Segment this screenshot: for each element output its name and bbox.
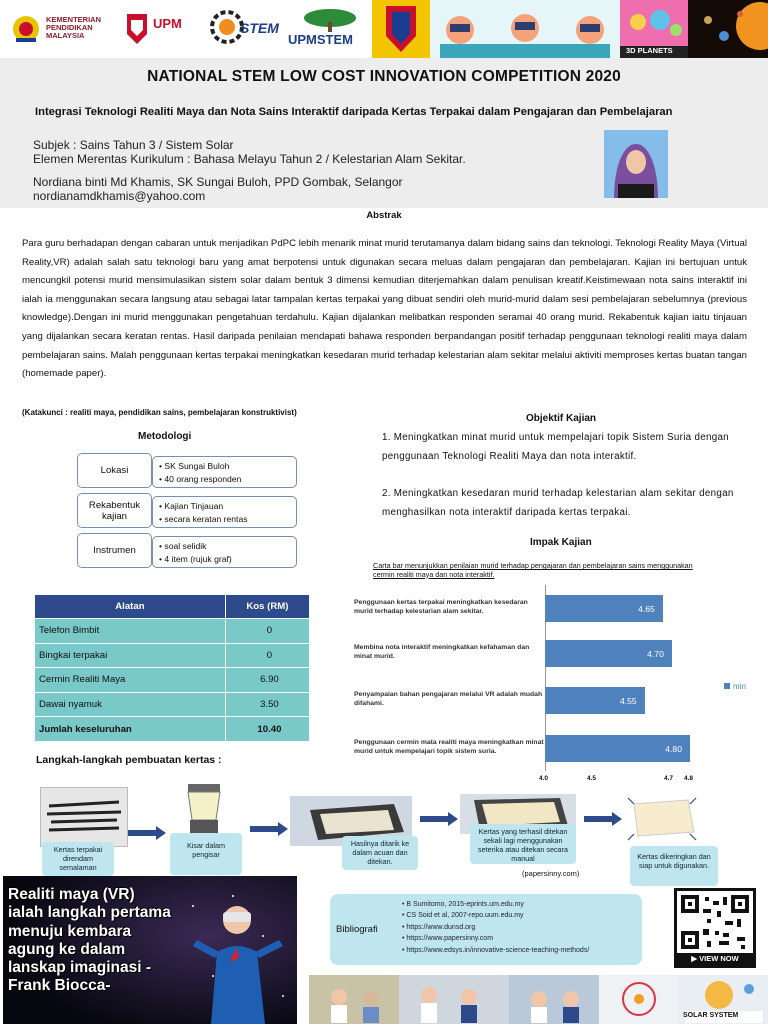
table-cell: Bingkai terpakai [35, 643, 226, 668]
chart-category-label: Penggunaan kertas terpakai meningkatkan kesedaran murid terhadap kelestarian alam sekitar. [354, 599, 528, 615]
table-total-row [35, 717, 310, 742]
table-cell: 10.40 [225, 717, 309, 742]
dry-paper-image [624, 794, 700, 844]
list-item: • CS Soid et al, 2007-repo.uum.edu.my [402, 910, 642, 921]
chart-value-label: 4.80 [665, 743, 682, 754]
metodologi-label-rekabentuk: Rekabentuk kajian [77, 493, 152, 528]
objektif-heading: Objektif Kajian [526, 413, 597, 424]
metodologi-list-instrumen [152, 536, 297, 568]
metodologi-list-rekabentuk [152, 496, 297, 528]
metodologi-list-lokasi [152, 456, 297, 488]
planets-image: 3D PLANETS [620, 0, 688, 58]
chart-legend [724, 682, 746, 691]
school-crest-image [372, 0, 430, 58]
list-item: • 4 item (rujuk graf) [159, 553, 290, 566]
bibliografi-label: Bibliografi [336, 924, 378, 935]
objektif-item-2: 2. Meningkatkan kesedaran murid terhadap kelestarian alam sekitar dengan menghasilkan nota interaktif daripada kertas terpakai. [382, 488, 734, 518]
solar-system-image [688, 0, 768, 58]
metodologi-label-lokasi: Lokasi [77, 453, 152, 488]
impact-chart [352, 585, 762, 785]
vr-illustration-image [430, 0, 620, 58]
qr-label: VIEW NOW [699, 954, 739, 963]
poster-subtitle: Integrasi Teknologi Realiti Maya dan Nota Sains Interaktif daripada Kertas Terpakai dalam Pengajaran dan Pembelajaran [35, 106, 673, 118]
step-4-box: Kertas yang terhasil ditekan sekali lagi menggunakan seterika atau ditekan secara manual [470, 824, 576, 864]
qr-code[interactable] [674, 888, 756, 968]
table-header-kos: Kos (RM) [225, 595, 309, 619]
list-item: • https://www.edsys.in/innovative-science-teaching-methods/ [402, 945, 642, 956]
chart-bar [545, 640, 672, 667]
chart-tick-label: 4.5 [587, 775, 597, 782]
list-item: • SK Sungai Buloh [159, 460, 290, 473]
abstrak-body: Para guru berhadapan dengan cabaran untuk menjadikan PdPC lebih menarik minat murid terutamanya dalam bidang sains dan teknologi. Teknologi Reality Maya (Virtual Reality,VR) adalah salah satu teknologi baru yang amat berpotensi untuk digunakan secara meluas dalam pengajaran dan pembelajaran. Kajian ini bertujuan untuk mencungkil potensi murid mensimulasikan sistem solar dalam bentuk 3 dimensi kemudian diterjemahkan dalam penulisan kreatif.Keistimewaan nota sains interaktif ini ialah ia menggunakan secara langsung atau sebagai latar tampalan kertas terpakai yang dibuat sendiri oleh murid-murid dalam sesi pembelajaran sebelumnya (previous knowledge).Dengan ini murid menggunakan pengetahuan terdahulu. Kajian dijalankan melibatkan responden seramai 40 orang murid. Rekabentuk kajian iaitu tinjauan yang dijalankan secara keratan rentas. Hasil daripada penilaian mendapati bahawa responden berpandangan positif terhadap penggunaan teknologi realiti maya dalam pembelajaran sains. Malah penggunaan kertas terpakai meningkatkan kesedaran murid terhadap kelestarian alam sekitar melalui aktiviti memproses kertas buatan tangan (homemade paper). [22, 238, 747, 380]
bibliografi-list [402, 899, 642, 956]
chart-category-label: Penyampaian bahan pengajaran melalui VR adalah mudah difahami. [354, 691, 543, 707]
step-1-box: Kertas terpakai direndam semalaman [42, 842, 114, 876]
classroom-photo-strip [309, 975, 768, 1024]
table-cell: Dawai nyamuk [35, 692, 226, 717]
play-icon: ▶ [691, 954, 700, 963]
alatan-table [34, 594, 310, 742]
list-item: • secara keratan rentas [159, 513, 290, 526]
legend-swatch [724, 683, 730, 689]
source-text: (papersinny.com) [522, 869, 580, 878]
kementerian-logo: KEMENTERIAN PENDIDIKAN MALAYSIA [10, 14, 110, 46]
table-header-alatan: Alatan [35, 595, 226, 619]
step-5-box: Kertas dikeringkan dan siap untuk digunakan. [630, 846, 718, 886]
table-cell: Telefon Bimbit [35, 619, 226, 644]
chart-bar [545, 687, 645, 714]
table-row [35, 692, 310, 717]
table-cell: 0 [225, 619, 309, 644]
chart-value-label: 4.65 [638, 603, 655, 614]
table-cell: 6.90 [225, 668, 309, 693]
arrow-2 [250, 822, 288, 836]
chart-tick-label: 4.7 [664, 775, 674, 782]
chart-value-label: 4.55 [619, 695, 637, 706]
step-2-box: Kisar dalam pengisar [170, 833, 242, 875]
chart-note: Carta bar menunjukkan penilaian murid terhadap pengajaran dan pembelajaran sains menggunakan cermin realiti maya dan nota interaktif. [373, 561, 693, 579]
chart-category-label: Membina nota interaktif meningkatkan kefahaman dan minat murid. [354, 644, 530, 660]
list-item: • 40 orang responden [159, 473, 290, 486]
list-item: • https://www.papersinny.com [402, 933, 642, 944]
chart-category-label: Penggunaan cermin mata realiti maya meningkatkan minat murid untuk mempelajari topik sistem suria. [354, 739, 544, 755]
impak-heading: Impak Kajian [530, 537, 592, 548]
metodologi-label-instrumen: Instrumen [77, 533, 152, 568]
katakunci-text: (Katakunci : realiti maya, pendidikan sains, pembelajaran konstruktivist) [22, 408, 297, 417]
legend-label: min [733, 682, 746, 691]
table-cell: Cermin Realiti Maya [35, 668, 226, 693]
table-row [35, 668, 310, 693]
chart-value-label: 4.70 [647, 648, 664, 659]
table-row [35, 643, 310, 668]
qr-label-bar [677, 953, 753, 965]
subjek-text: Subjek : Sains Tahun 3 / Sistem Solar [33, 138, 234, 152]
upm-logo: UPM [125, 12, 195, 48]
list-item: • https://www.dunsd.org [402, 922, 642, 933]
blender-image [176, 780, 232, 840]
poster-title: NATIONAL STEM LOW COST INNOVATION COMPETITION 2020 [147, 68, 621, 85]
arrow-1 [128, 826, 166, 840]
abstrak-heading: Abstrak [366, 210, 402, 221]
list-item: • B Sumitomo, 2015-eprints.um.edu.my [402, 899, 642, 910]
list-item: • Kajian Tinjauan [159, 500, 290, 513]
author-photo [604, 130, 668, 198]
table-row [35, 619, 310, 644]
langkah-heading: Langkah-langkah pembuatan kertas : [36, 754, 222, 766]
metodologi-heading: Metodologi [138, 431, 192, 442]
author-text: Nordiana binti Md Khamis, SK Sungai Buloh, PPD Gombak, Selangor [33, 175, 403, 189]
table-cell: 0 [225, 643, 309, 668]
arrow-3 [420, 812, 458, 826]
elemen-text: Elemen Merentas Kurikulum : Bahasa Melayu Tahun 2 / Kelestarian Alam Sekitar. [33, 152, 466, 166]
chart-tick-label: 4.8 [684, 775, 694, 782]
soaked-paper-image [40, 787, 128, 847]
chart-tick-label: 4.0 [539, 775, 549, 782]
email-text: nordianamdkhamis@yahoo.com [33, 189, 206, 203]
vr-quote-text: Realiti maya (VR) ialah langkah pertama menuju kembara agung ke dalam lanskap imaginasi - Frank Biocca- [8, 886, 171, 995]
table-cell: Jumlah keseluruhan [35, 717, 226, 742]
table-cell: 3.50 [225, 692, 309, 717]
list-item: • soal selidik [159, 540, 290, 553]
chart-bar [545, 595, 663, 622]
upmstem-logo: UPMSTEM [288, 8, 366, 52]
step-3-box: Hasilnya ditarik ke dalam acuan dan ditekan. [342, 836, 418, 870]
arrow-4 [584, 812, 622, 826]
table-header-row [35, 595, 310, 619]
chart-bar [545, 735, 690, 762]
stem-logo: STEM [210, 10, 290, 48]
objektif-item-1: 1. Meningkatkan minat murid untuk mempelajari topik Sistem Suria dengan penggunaan Teknologi Realiti Maya dan nota interaktif. [382, 432, 729, 462]
bottom-caption: SOLAR SYSTEM [683, 1012, 739, 1019]
